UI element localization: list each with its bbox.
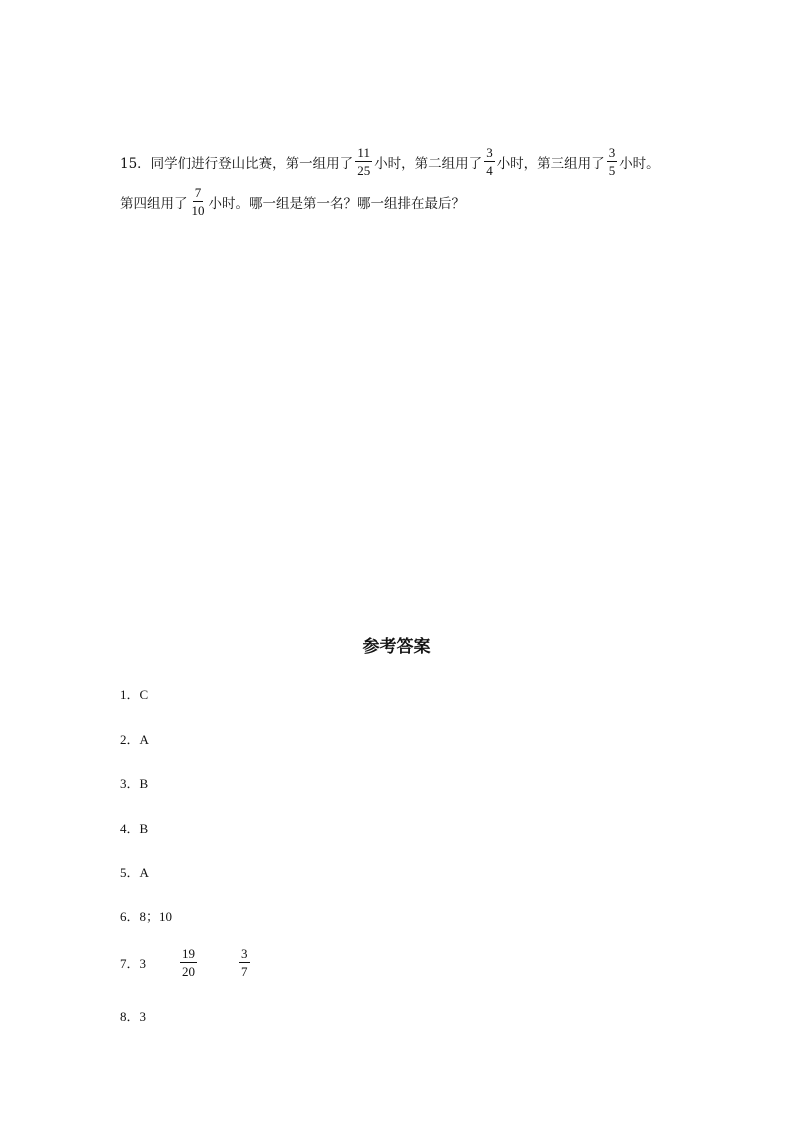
answer-6: 6．8；10: [120, 909, 173, 924]
answer-1: 1．C: [120, 687, 149, 702]
question-15-line-1: [120, 146, 660, 177]
answer-3: 3．B: [120, 776, 149, 791]
answer-5: 5．A: [120, 865, 149, 880]
fraction-11-25: $\frac{11}{25}$: [357, 145, 371, 178]
question-15-line-2: [120, 186, 465, 217]
answer-7-text: 7．3: [120, 956, 147, 971]
question-text: 15．同学们进行登山比赛，第一组用了: [120, 155, 354, 172]
answer-2: 2．A: [120, 732, 149, 747]
question-text: 第四组用了: [120, 195, 188, 212]
answer-7: [120, 947, 252, 978]
answer-4: 4．B: [120, 821, 149, 836]
fraction-7-10: $\frac{7}{10}$: [191, 185, 205, 218]
answers-title: 参考答案: [362, 637, 431, 657]
answer-8: 8．3: [120, 1009, 147, 1024]
question-text: 小时，第三组用了: [496, 155, 605, 172]
question-text: 小时。哪一组是第一名？哪一组排在最后？: [208, 195, 465, 212]
fraction-3-5: $\frac{3}{5}$: [608, 145, 616, 178]
question-text: 小时。: [619, 155, 660, 172]
fraction-3-7: $\frac{3}{7}$: [241, 946, 248, 979]
fraction-3-4: $\frac{3}{4}$: [486, 145, 493, 178]
question-text: 小时，第二组用了: [374, 155, 483, 172]
fraction-19-20: $\frac{19}{20}$: [182, 946, 196, 979]
